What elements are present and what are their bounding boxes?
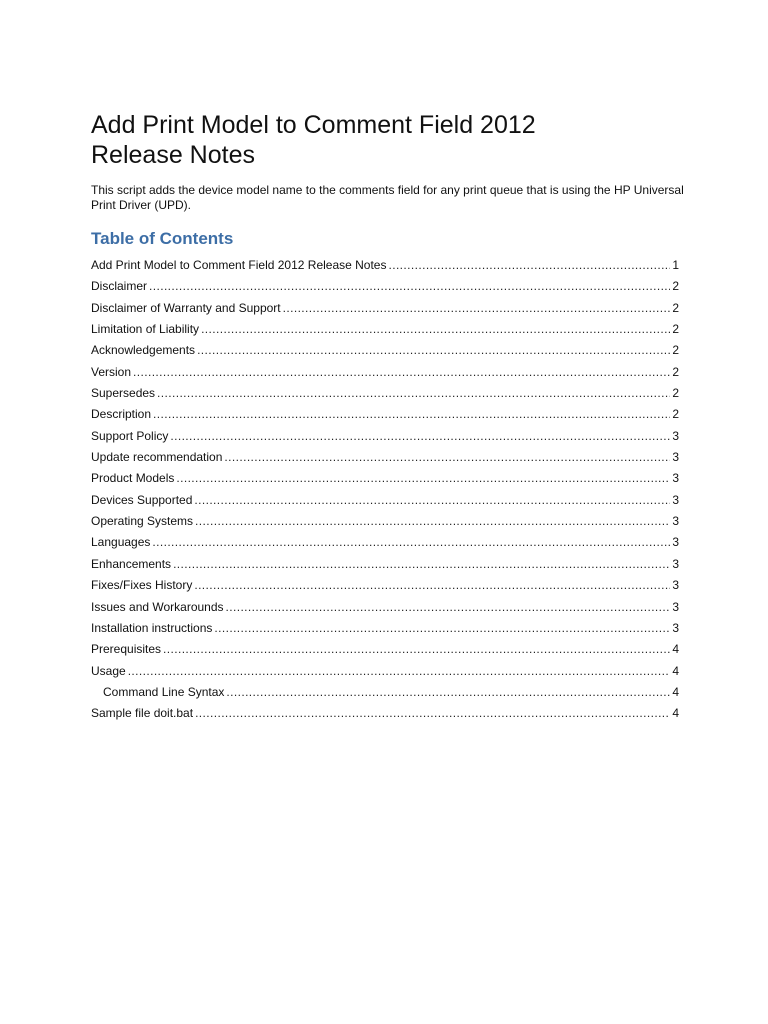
toc-dot-leader [152,532,670,553]
toc-dot-leader [128,661,671,682]
title-line-1: Add Print Model to Comment Field 2012 [91,111,536,139]
toc-dot-leader [176,468,670,489]
toc-entry-title[interactable]: Disclaimer of Warranty and Support [91,300,281,315]
toc-entry-page-number[interactable]: 2 [672,364,679,379]
toc-entry[interactable] [91,255,679,276]
toc-dot-leader [388,255,670,276]
toc-dot-leader [149,276,670,297]
toc-dot-leader [195,511,670,532]
toc-entry[interactable] [91,554,679,575]
toc-entry-title[interactable]: Installation instructions [91,620,213,635]
toc-entry-title[interactable]: Supersedes [91,386,156,401]
toc-entry[interactable] [91,532,679,553]
toc-entry[interactable] [91,319,679,340]
table-of-contents [91,255,679,725]
toc-entry[interactable] [91,362,679,383]
toc-entry-title[interactable]: Sample file doit.bat [91,706,194,721]
toc-entry-page-number[interactable]: 3 [672,492,679,507]
title-line-2: Release Notes [91,141,255,169]
toc-entry-page-number[interactable]: 4 [672,642,679,657]
toc-entry[interactable] [91,426,679,447]
toc-dot-leader [197,340,670,361]
toc-dot-leader [173,554,670,575]
toc-entry-title[interactable]: Limitation of Liability [91,322,200,337]
toc-entry-page-number[interactable]: 2 [672,386,679,401]
toc-entry-title[interactable]: Enhancements [91,556,172,571]
toc-entry[interactable] [91,511,679,532]
toc-entry-page-number[interactable]: 3 [672,471,679,486]
toc-entry-title[interactable]: Usage [91,663,126,678]
toc-entry[interactable] [91,597,679,618]
toc-entry[interactable] [91,447,679,468]
toc-entry-page-number[interactable]: 2 [672,407,679,422]
intro-paragraph: This script adds the device model name to the comments field for any print queue that is using the HP Universal Print Driver (UPD). [91,183,684,212]
toc-entry[interactable] [91,404,679,425]
toc-entry-page-number[interactable]: 2 [672,343,679,358]
toc-entry[interactable] [91,468,679,489]
toc-dot-leader [153,404,670,425]
toc-entry[interactable] [91,490,679,511]
toc-heading: Table of Contents [91,229,234,248]
toc-entry-page-number[interactable]: 2 [672,322,679,337]
toc-entry[interactable] [91,340,679,361]
toc-entry-title[interactable]: Disclaimer [91,279,148,294]
toc-dot-leader [195,703,670,724]
toc-entry[interactable] [91,383,679,404]
toc-dot-leader [224,447,670,468]
toc-entry-page-number[interactable]: 2 [672,279,679,294]
toc-entry-page-number[interactable]: 3 [672,620,679,635]
toc-dot-leader [226,682,670,703]
toc-entry-title[interactable]: Operating Systems [91,514,194,529]
toc-entry[interactable] [91,639,679,660]
toc-entry-title[interactable]: Acknowledgements [91,343,196,358]
toc-entry-title[interactable]: Update recommendation [91,450,223,465]
toc-dot-leader [157,383,670,404]
toc-entry-page-number[interactable]: 3 [672,450,679,465]
toc-entry-title[interactable]: Command Line Syntax [103,684,225,699]
toc-entry-page-number[interactable]: 3 [672,428,679,443]
toc-entry-page-number[interactable]: 3 [672,599,679,614]
toc-entry-page-number[interactable]: 3 [672,514,679,529]
toc-entry-page-number[interactable]: 3 [672,556,679,571]
toc-dot-leader [194,490,670,511]
toc-dot-leader [201,319,670,340]
toc-entry[interactable] [91,703,679,724]
toc-dot-leader [170,426,670,447]
toc-dot-leader [133,362,670,383]
toc-dot-leader [283,298,671,319]
toc-entry[interactable] [91,575,679,596]
toc-entry[interactable] [91,618,679,639]
toc-entry-page-number[interactable]: 4 [672,706,679,721]
toc-entry[interactable] [91,661,679,682]
toc-entry-title[interactable]: Issues and Workarounds [91,599,224,614]
toc-dot-leader [163,639,670,660]
toc-dot-leader [226,597,671,618]
toc-entry-title[interactable]: Languages [91,535,151,550]
toc-entry-page-number[interactable]: 4 [672,663,679,678]
toc-entry-page-number[interactable]: 2 [672,300,679,315]
toc-entry-page-number[interactable]: 3 [672,578,679,593]
document-title [91,110,691,170]
toc-entry-title[interactable]: Support Policy [91,428,169,443]
toc-entry[interactable] [91,276,679,297]
toc-entry-title[interactable]: Description [91,407,152,422]
toc-dot-leader [194,575,670,596]
toc-entry-title[interactable]: Add Print Model to Comment Field 2012 Release Notes [91,258,387,272]
toc-entry-page-number[interactable]: 4 [672,684,679,699]
toc-entry-title[interactable]: Fixes/Fixes History [91,578,193,593]
toc-entry-title[interactable]: Devices Supported [91,492,193,507]
toc-entry-page-number[interactable]: 1 [672,258,679,272]
toc-entry-title[interactable]: Prerequisites [91,642,162,657]
toc-entry-title[interactable]: Version [91,364,132,379]
toc-entry-page-number[interactable]: 3 [672,535,679,550]
toc-entry[interactable] [91,682,679,703]
toc-entry-title[interactable]: Product Models [91,471,175,486]
toc-dot-leader [214,618,670,639]
toc-entry[interactable] [91,298,679,319]
